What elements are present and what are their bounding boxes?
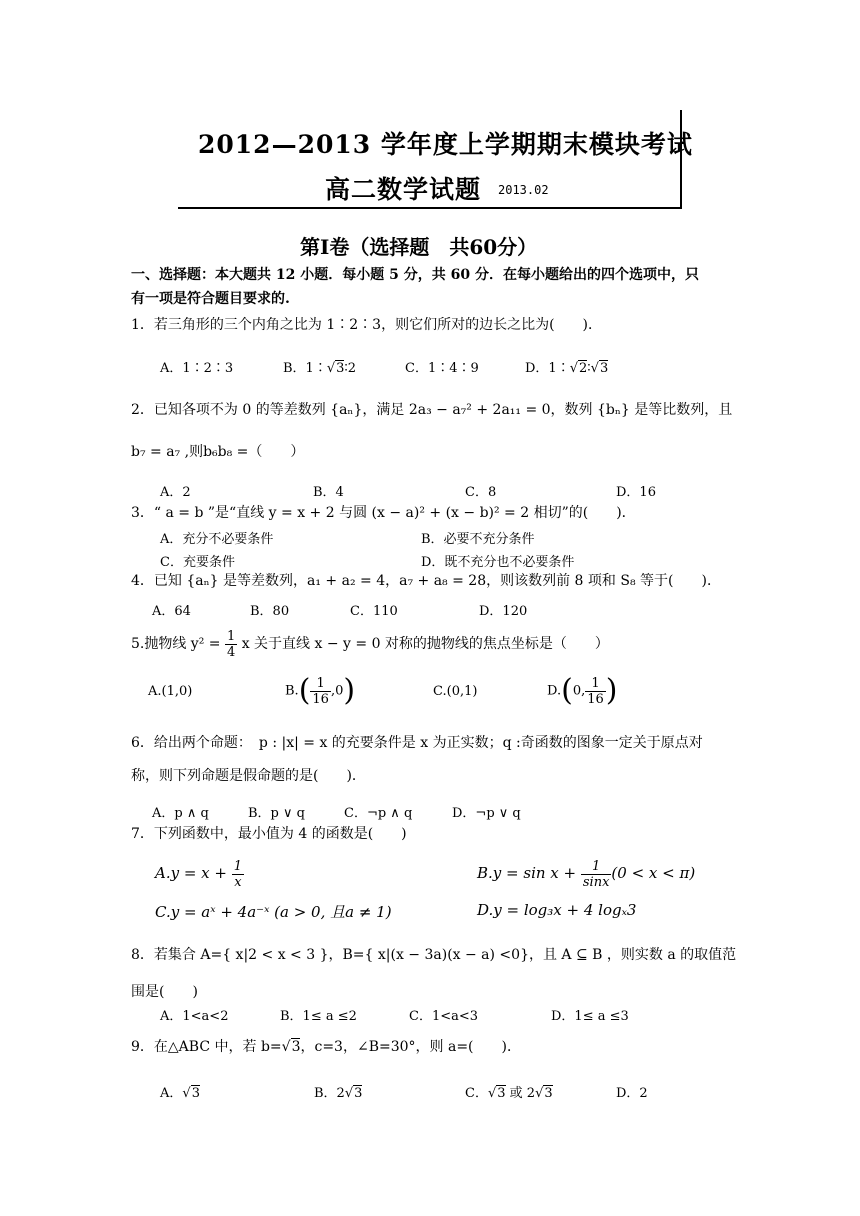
q2-option-b: B．4 [313,485,344,500]
q5-option-b: B.( $\frac{1}{16}$ ,0) [285,673,356,708]
q3-option-d: D．既不充分也不必要条件 [421,555,575,570]
q2-line-1: 2．已知各项不为 0 的等差数列 {aₙ}，满足 2a₃ − a₇² + 2a₁₁ = 0，数列 {bₙ} 是等比数列，且 [131,402,733,418]
q6-option-d: D．¬p ∨ q [452,806,521,821]
q5-option-c: C.(0,1) [433,684,478,699]
q4-option-a: A．64 [152,604,191,619]
q6-line-1: 6．给出两个命题： p : |x| = x 的充要条件是 x 为正实数；q :奇函数的图象一定关于原点对 [131,735,703,751]
q9-option-b: B．2√3 [314,1086,363,1101]
q9-stem: 9．在△ABC 中，若 b=√3，c=3，∠B=30°，则 a=( )． [131,1039,521,1055]
q2-line-2: b₇ = a₇ ,则b₆b₈ =（ ） [131,444,305,460]
q4-option-b: B．80 [250,604,290,619]
q6-line-2: 称，则下列命题是假命题的是( )． [131,768,366,784]
q7-option-c: C.y = aˣ + 4a⁻ˣ (a > 0, 且a ≠ 1) [155,903,392,921]
header-right-border [680,110,682,208]
q3-option-a: A．充分不必要条件 [160,532,274,547]
q1-option-d: D．1∶√2∶√3 [525,361,609,376]
q8-option-a: A．1<a<2 [160,1009,229,1024]
q7-option-d: D.y = log₃x + 4 logₓ3 [477,901,637,919]
exam-date: 2013.02 [498,183,549,197]
instructions-line-1: 一、选择题：本大题共 12 小题．每小题 5 分，共 60 分．在每小题给出的四个选项中，只 [131,267,699,283]
section-heading: 第Ⅰ卷（选择题 共60分） [300,235,538,259]
q1-option-c: C．1∶4∶9 [405,361,479,376]
q8-option-d: D．1≤ a ≤3 [551,1009,629,1024]
instructions-line-2: 有一项是符合题目要求的. [131,291,290,307]
q5-stem: 5.抛物线 y² = $\frac{1}{4}$ x 关于直线 x − y = 0 对称的抛物线的焦点坐标是（ ） [131,628,609,660]
q6-option-c: C．¬p ∧ q [344,806,413,821]
q1-option-a: A．1∶2∶3 [160,361,234,376]
q8-option-c: C．1<a<3 [409,1009,479,1024]
q8-option-b: B．1≤ a ≤2 [280,1009,357,1024]
q9-option-c: C．√3 或 2√3 [465,1086,553,1101]
q3-stem: 3．“ a = b ”是“直线 y = x + 2 与圆 (x − a)² + (x − b)² = 2 相切”的( )． [131,505,636,521]
q7-stem: 7．下列函数中，最小值为 4 的函数是( ) [131,826,407,842]
q9-option-a: A．√3 [160,1086,200,1101]
q6-option-a: A．p ∧ q [152,806,209,821]
q2-option-a: A．2 [160,485,191,500]
q6-option-b: B．p ∨ q [248,806,305,821]
q7-option-b: B.y = sin x + $\frac{1}{\sin x}$ (0 < x < π) [477,858,696,890]
q9-option-d: D．2 [616,1086,648,1101]
exam-title: 2012—2013 学年度上学期期末模块考试 [198,130,693,159]
q3-option-c: C．充要条件 [160,555,235,570]
q8-line-1: 8．若集合 A={ x|2 < x < 3 }，B={ x|(x − 3a)(x − a) <0}，且 A ⊆ B ，则实数 a 的取值范 [131,947,737,963]
q2-option-d: D．16 [616,485,656,500]
q7-option-a: A.y = x + $\frac{1}{x}$ [155,858,243,890]
q4-option-d: D．120 [479,604,528,619]
q5-option-d: D.(0, $\frac{1}{16}$ ) [547,673,618,708]
q1-option-b: B．1∶√3∶2 [283,361,357,376]
q8-line-2: 围是( ) [131,984,198,1000]
q2-option-c: C．8 [465,485,497,500]
header-underline [178,207,682,209]
exam-subtitle: 高二数学试题 [325,175,482,204]
q4-stem: 4．已知 {aₙ} 是等差数列，a₁ + a₂ = 4，a₇ + a₈ = 28，则该数列前 8 项和 S₈ 等于( )． [131,573,721,589]
q3-option-b: B．必要不充分条件 [421,532,535,547]
q5-option-a: A.(1,0) [148,684,193,699]
q1-stem: 1．若三角形的三个内角之比为 1∶2∶3，则它们所对的边长之比为( )． [131,317,603,333]
q4-option-c: C．110 [350,604,398,619]
